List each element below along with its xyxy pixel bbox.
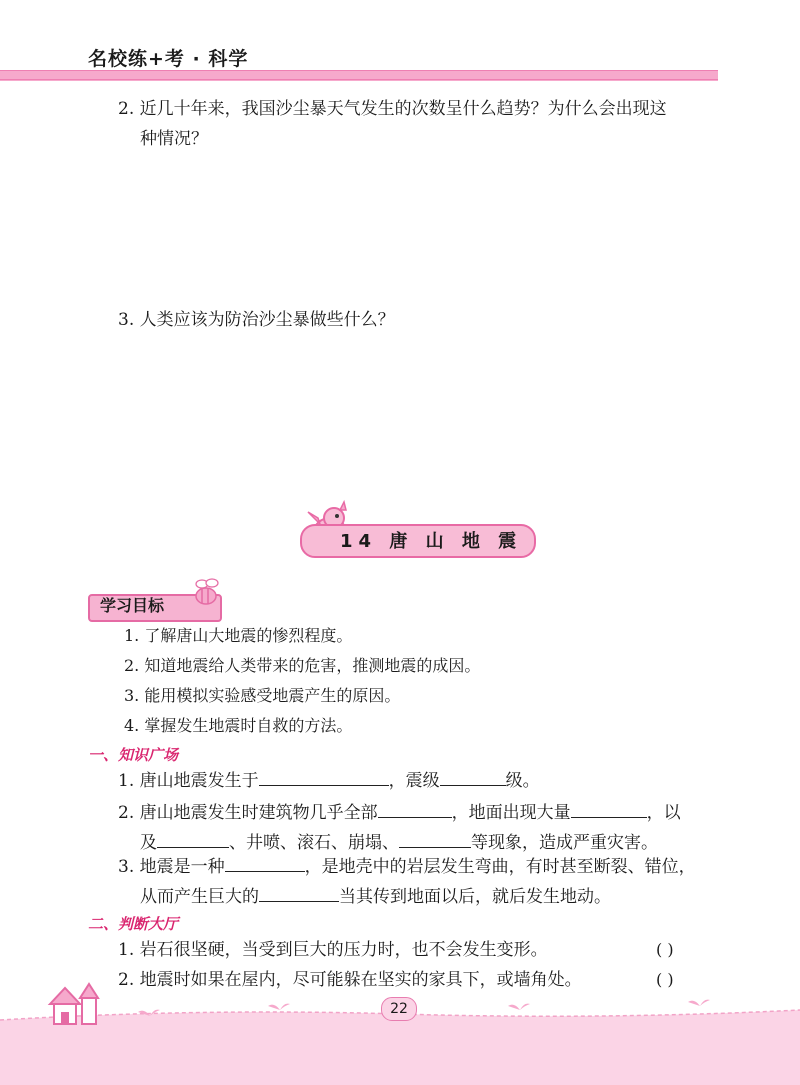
judgement-item: 1. 岩石很坚硬，当受到巨大的压力时，也不会发生变形。 (118, 940, 548, 960)
footer-decoration (0, 980, 800, 1085)
objective-item: 1. 了解唐山大地震的惨烈程度。 (124, 626, 353, 645)
answer-blank[interactable] (399, 829, 471, 848)
objective-item: 4. 掌握发生地震时自救的方法。 (124, 716, 353, 735)
answer-parentheses[interactable]: ( ) (656, 940, 674, 959)
house-icon (44, 978, 108, 1034)
objective-item: 2. 知道地震给人类带来的危害，推测地震的成因。 (124, 656, 481, 675)
question-2: 2. 近几十年来，我国沙尘暴天气发生的次数呈什么趋势？为什么会出现这 种情况？ (118, 99, 667, 149)
fill-question-1: 1. 唐山地震发生于 ，震级 级。 (118, 766, 540, 796)
objective-item: 3. 能用模拟实验感受地震产生的原因。 (124, 686, 401, 705)
bee-icon (188, 574, 224, 610)
question-3: 3. 人类应该为防治沙尘暴做些什么？ (118, 310, 395, 330)
section-heading-judgement: 二、判断大厅 (88, 915, 179, 933)
judgement-item: 2. 地震时如果在屋内，尽可能躲在坚实的家具下，或墙角处。 (118, 970, 582, 990)
sprout-icon (268, 1004, 290, 1010)
sprout-icon (688, 1000, 710, 1006)
fill-question-2: 2. 唐山地震发生时建筑物几乎全部 ，地面出现大量 ，以 及 、井喷、滚石、崩塌、 等现象，造成严重灾害。 (118, 798, 681, 858)
fill-question-3: 3. 地震是一种 ，是地壳中的岩层发生弯曲，有时甚至断裂、错位， 从而产生巨大的 当其传到地面以后，就后发生地动。 (118, 852, 696, 912)
header-rule-thin (0, 80, 718, 81)
page-number: 22 (381, 997, 417, 1021)
section-heading-knowledge: 一、知识广场 (88, 746, 179, 764)
book-title: 名校练+考 · 科学 (88, 48, 249, 70)
sprout-icon (508, 1004, 530, 1010)
answer-blank[interactable] (378, 799, 452, 818)
answer-blank[interactable] (440, 767, 506, 786)
answer-blank[interactable] (259, 767, 389, 786)
answer-parentheses[interactable]: ( ) (656, 970, 674, 989)
answer-blank[interactable] (157, 829, 229, 848)
lesson-title: 14 唐 山 地 震 (340, 531, 523, 552)
answer-blank[interactable] (571, 799, 647, 818)
answer-blank[interactable] (225, 853, 305, 872)
header-rule (0, 70, 718, 80)
answer-blank[interactable] (259, 883, 339, 902)
objectives-label: 学习目标 (100, 596, 165, 615)
